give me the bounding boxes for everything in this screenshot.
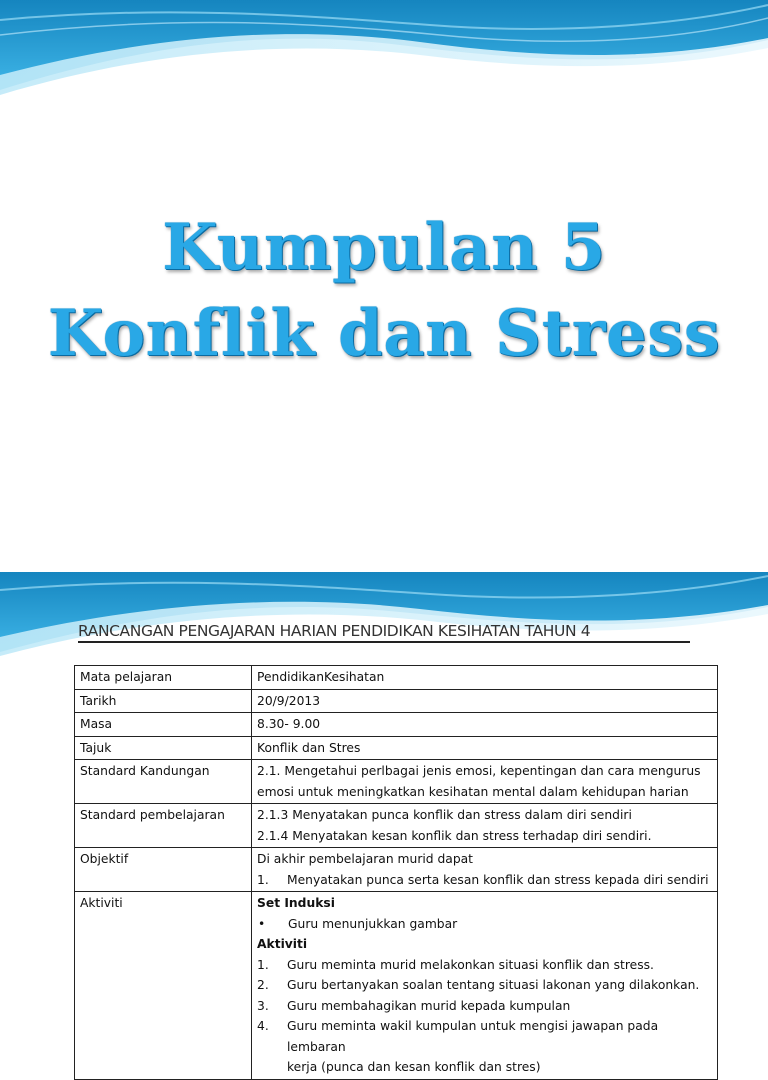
- row-label: Objektif: [75, 848, 252, 892]
- title-line-1: Kumpulan 5: [162, 210, 606, 285]
- list-item: [257, 975, 712, 996]
- table-row: [75, 760, 718, 804]
- row-value: [252, 892, 718, 1080]
- list-text: Guru bertanyakan soalan tentang situasi lakonan yang dilakonkan.: [287, 978, 700, 992]
- table-row: [75, 848, 718, 892]
- list-item: [257, 955, 712, 976]
- list-number: 2.: [257, 978, 269, 992]
- list-number: 3.: [257, 998, 269, 1013]
- row-value: Konflik dan Stres: [252, 736, 718, 760]
- value-line: 2.1. Mengetahui perlbagai jenis emosi, kepentingan dan cara mengurus: [257, 764, 701, 778]
- list-item: [257, 870, 712, 891]
- value-line: emosi untuk meningkatkan kesihatan mental dalam kehidupan harian: [257, 784, 689, 799]
- row-label: Standard pembelajaran: [75, 804, 252, 848]
- row-value: [252, 804, 718, 848]
- row-label: Aktiviti: [75, 892, 252, 1080]
- header-wave-decoration: [0, 0, 768, 110]
- list-number: 1.: [257, 957, 269, 972]
- value-line: 2.1.3 Menyatakan punca konflik dan stress dalam diri sendiri: [257, 808, 632, 822]
- row-label: Standard Kandungan: [75, 760, 252, 804]
- value-line: Di akhir pembelajaran murid dapat: [257, 852, 474, 866]
- list-item: [257, 996, 712, 1017]
- slide-separator: [0, 560, 768, 572]
- list-number: 4.: [257, 1019, 269, 1033]
- set-induksi-heading: Set Induksi: [257, 896, 335, 910]
- row-value: 8.30- 9.00: [252, 713, 718, 737]
- list-text: Guru meminta wakil kumpulan untuk mengisi jawapan pada lembaran: [287, 1019, 659, 1054]
- list-text: kerja (punca dan kesan konflik dan stres): [287, 1060, 541, 1074]
- aktiviti-heading: Aktiviti: [257, 937, 308, 951]
- table-row: [75, 689, 718, 713]
- table-row: [75, 892, 718, 1080]
- row-value: PendidikanKesihatan: [252, 666, 718, 690]
- table-row: [75, 713, 718, 737]
- lesson-plan-heading: RANCANGAN PENGAJARAN HARIAN PENDIDIKAN KESIHATAN TAHUN 4: [78, 622, 690, 643]
- header-wave-decoration: [0, 572, 768, 667]
- row-label: Tajuk: [75, 736, 252, 760]
- list-item: [257, 1016, 712, 1057]
- title-line-2: Konflik dan Stress: [47, 296, 721, 371]
- list-item-continuation: [257, 1057, 712, 1078]
- row-label: Tarikh: [75, 689, 252, 713]
- row-value: [252, 760, 718, 804]
- lesson-plan-table: [74, 665, 718, 1080]
- list-text: Guru menunjukkan gambar: [288, 916, 458, 931]
- slide-title: [0, 205, 768, 377]
- row-label: Mata pelajaran: [75, 666, 252, 690]
- row-value: 20/9/2013: [252, 689, 718, 713]
- list-item: [257, 914, 712, 935]
- list-text: Guru membahagikan murid kepada kumpulan: [287, 998, 571, 1013]
- row-value: [252, 848, 718, 892]
- lesson-plan-slide: [0, 572, 768, 1074]
- list-text: Menyatakan punca serta kesan konflik dan stress kepada diri sendiri: [287, 872, 709, 887]
- list-text: Guru meminta murid melakonkan situasi konflik dan stress.: [287, 957, 654, 972]
- table-row: [75, 804, 718, 848]
- list-number: 1.: [257, 872, 269, 887]
- table-row: [75, 666, 718, 690]
- table-row: [75, 736, 718, 760]
- value-line: 2.1.4 Menyatakan kesan konflik dan stress terhadap diri sendiri.: [257, 828, 652, 843]
- row-label: Masa: [75, 713, 252, 737]
- bullet-icon: •: [258, 916, 266, 931]
